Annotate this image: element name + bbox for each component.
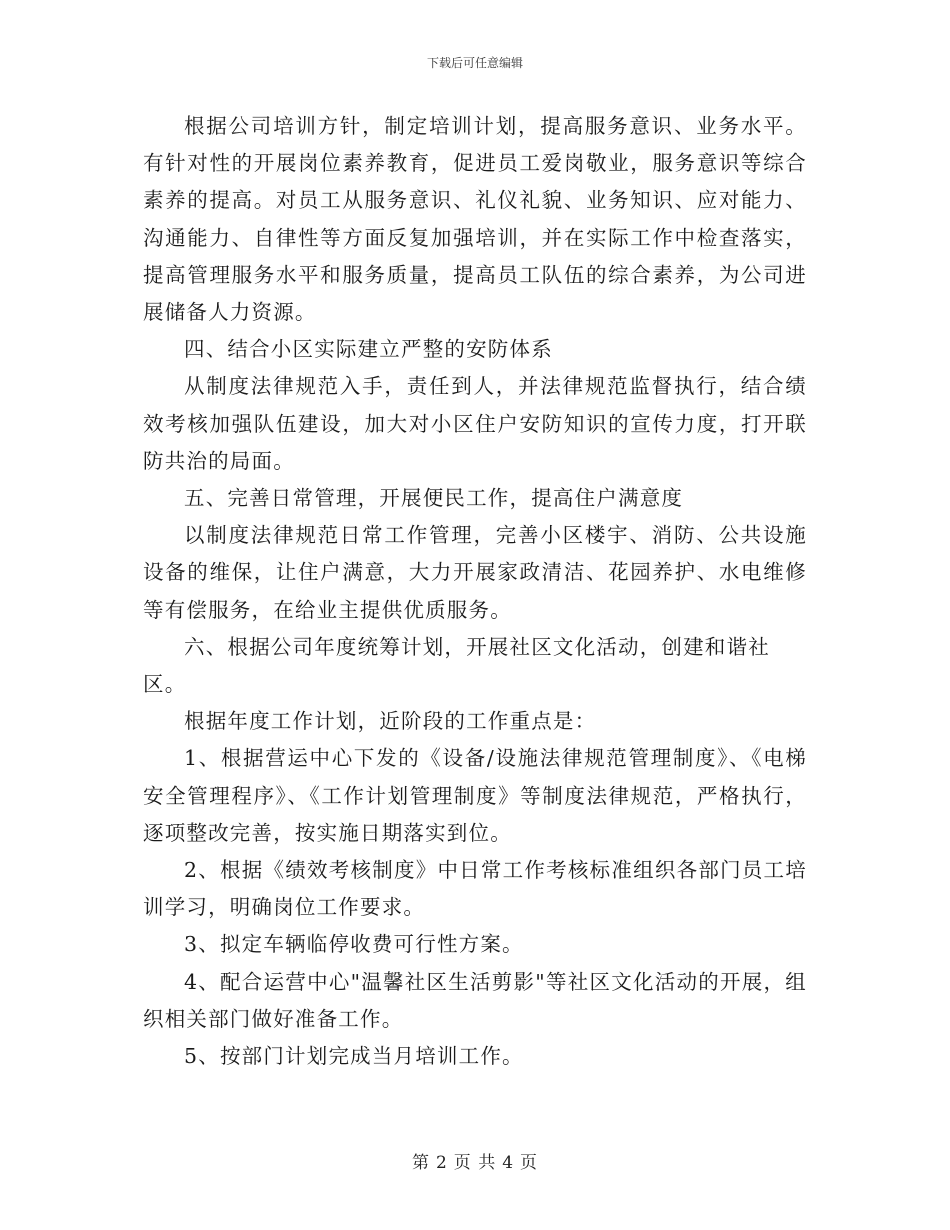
footer-prefix: 第	[411, 1153, 430, 1173]
paragraph-security: 从制度法律规范入手，责任到人，并法律规范监督执行，结合绩效考核加强队伍建设，加大对小区住户安防知识的宣传力度，打开联防共治的局面。	[143, 374, 807, 473]
footer-middle: 页 共	[453, 1153, 497, 1173]
footer-current-page: 2	[435, 1153, 448, 1173]
paragraph-training: 根据公司培训方针，制定培训计划，提高服务意识、业务水平。有针对性的开展岗位素养教育，促进员工爱岗敬业，服务意识等综合素养的提高。对员工从服务意识、礼仪礼貌、业务知识、应对能力、沟通能力、自律性等方面反复加强培训，并在实际工作中检查落实，提高管理服务水平和服务质量，提高员工队伍的综合素养，为公司进展储备人力资源。	[143, 114, 807, 325]
header-note: 下载后可任意编辑	[426, 56, 523, 70]
list-item-5: 5、按部门计划完成当月培训工作。	[184, 1044, 524, 1069]
list-item-1: 1、根据营运中心下发的《设备/设施法律规范管理制度》、《电梯安全管理程序》、《工作计划管理制度》等制度法律规范，严格执行，逐项整改完善，按实施日期落实到位。	[143, 746, 807, 845]
paragraph-daily-management: 以制度法律规范日常工作管理，完善小区楼宇、消防、公共设施设备的维保，让住户满意，大力开展家政清洁、花园养护、水电维修等有偿服务，在给业主提供优质服务。	[143, 523, 807, 622]
section-heading-community-culture: 六、根据公司年度统筹计划，开展社区文化活动，创建和谐社区。	[143, 634, 770, 697]
paragraph-work-focus-intro: 根据年度工作计划，近阶段的工作重点是：	[184, 709, 597, 734]
list-item-4: 4、配合运营中心"温馨社区生活剪影"等社区文化活动的开展，组织相关部门做好准备工作。	[143, 969, 807, 1031]
footer-suffix: 页	[520, 1153, 539, 1173]
footer-total-pages: 4	[502, 1153, 515, 1173]
document-body	[143, 108, 807, 1075]
list-item-3: 3、拟定车辆临停收费可行性方案。	[184, 932, 524, 957]
section-heading-daily-management: 五、完善日常管理，开展便民工作，提高住户满意度	[184, 486, 684, 511]
section-heading-security: 四、结合小区实际建立严整的安防体系	[184, 337, 553, 362]
page-footer	[0, 1148, 950, 1173]
list-item-2: 2、根据《绩效考核制度》中日常工作考核标准组织各部门员工培训学习，明确岗位工作要求。	[143, 858, 807, 920]
